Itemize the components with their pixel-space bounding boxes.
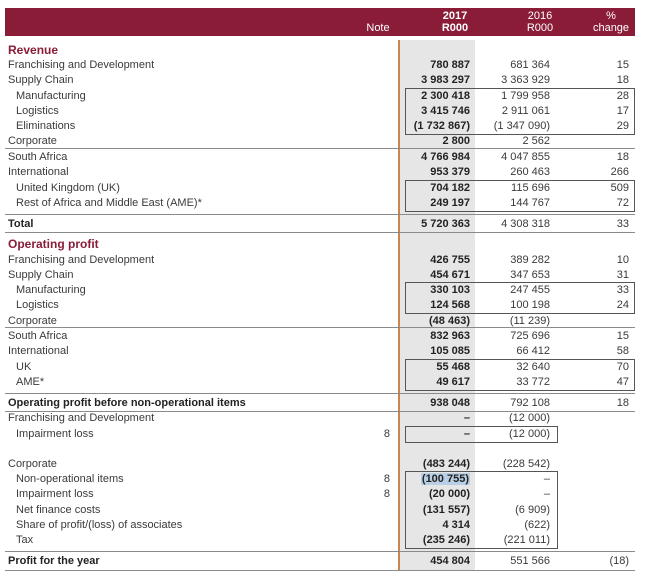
value-2017	[400, 554, 470, 569]
row-label: Supply Chain	[8, 74, 74, 86]
value-2017	[400, 58, 470, 73]
value-text: 2 300 418	[421, 90, 470, 102]
value-text: (235 246)	[422, 534, 470, 546]
note-ref: 8	[383, 488, 390, 500]
row-label: Share of profit/(loss) of associates	[16, 519, 183, 531]
value-2016: 247 455	[510, 284, 550, 296]
value-2016: 33 772	[516, 376, 550, 388]
value-2017	[400, 104, 470, 119]
table-row	[0, 237, 650, 252]
value-text: 780 887	[430, 59, 470, 71]
value-2016: (221 011)	[503, 534, 550, 546]
value-2017	[400, 253, 470, 268]
row-label: International	[8, 166, 69, 178]
percent-change: 29	[616, 120, 629, 132]
row-label: South Africa	[8, 151, 68, 163]
row-label: Corporate	[8, 458, 57, 470]
row-label: Supply Chain	[8, 269, 74, 281]
value-2017	[400, 268, 470, 283]
percent-change: 47	[616, 376, 629, 388]
value-2016: 66 412	[516, 345, 550, 357]
table-row	[0, 554, 650, 569]
separator-line	[5, 570, 635, 571]
value-2016: 347 653	[510, 269, 550, 281]
row-label: Profit for the year	[8, 555, 100, 567]
value-text: 4 766 984	[421, 151, 470, 163]
value-2016: (11 239)	[509, 315, 550, 327]
percent-change: 18	[616, 397, 629, 409]
value-2017	[400, 375, 470, 390]
value-text: 454 804	[430, 555, 470, 567]
row-label: UK	[16, 361, 32, 373]
table-row	[0, 150, 650, 165]
value-text: (131 557)	[422, 504, 470, 516]
value-2016: 4 308 318	[501, 218, 550, 230]
row-label: Franchising and Development	[8, 412, 155, 424]
value-2017	[400, 119, 470, 134]
value-2017	[400, 427, 470, 442]
year-2016-column-header: 2016 R000	[526, 10, 554, 34]
value-2016: 100 198	[510, 299, 550, 311]
percent-change: 509	[610, 182, 629, 194]
row-label: Manufacturing	[16, 90, 86, 102]
value-text: 704 182	[430, 182, 470, 194]
value-2017	[400, 503, 470, 518]
table-row	[0, 58, 650, 73]
row-label: Operating profit before non-operational items	[8, 397, 246, 409]
value-text: 5 720 363	[421, 218, 470, 230]
value-text: (483 244)	[422, 458, 470, 470]
table-row	[0, 396, 650, 411]
row-label: Corporate	[8, 135, 57, 147]
value-2016: 2 562	[522, 135, 550, 147]
value-2016: 4 047 855	[501, 151, 550, 163]
value-2016: 681 364	[510, 59, 550, 71]
value-2017	[400, 165, 470, 180]
table-row	[0, 73, 650, 88]
value-2016: 3 363 929	[501, 74, 550, 86]
table-row	[0, 43, 650, 58]
percent-change: 18	[616, 151, 629, 163]
note-ref: 8	[383, 473, 390, 485]
percent-change: 266	[610, 166, 629, 178]
value-2016: 32 640	[516, 361, 550, 373]
table-row	[0, 360, 650, 375]
value-text: 330 103	[430, 284, 470, 296]
table-row	[0, 134, 650, 149]
percent-change: 58	[616, 345, 629, 357]
separator-line	[5, 214, 635, 215]
value-text: –	[463, 428, 470, 440]
value-text: 953 379	[430, 166, 470, 178]
value-2016: 725 696	[510, 330, 550, 342]
value-text: 454 671	[430, 269, 470, 281]
value-2016: (12 000)	[509, 412, 550, 424]
change-column-header: % change	[592, 10, 630, 34]
value-text: 49 617	[436, 376, 470, 388]
value-text: 426 755	[430, 254, 470, 266]
value-2016: (6 909)	[515, 504, 550, 516]
percent-change: 18	[616, 74, 629, 86]
value-2017	[400, 73, 470, 88]
year-2017-column-header: 2017 R000	[441, 10, 469, 34]
separator-line	[5, 232, 635, 233]
value-text: 2 800	[442, 135, 470, 147]
table-row	[0, 181, 650, 196]
row-label: Net finance costs	[16, 504, 101, 516]
percent-change: 33	[616, 284, 629, 296]
table-row	[0, 503, 650, 518]
row-label: Eliminations	[16, 120, 76, 132]
value-2016: –	[543, 488, 550, 500]
table-row	[0, 457, 650, 472]
value-2016: 551 566	[510, 555, 550, 567]
value-2017	[400, 533, 470, 548]
value-text: 3 415 746	[421, 105, 470, 117]
selected-value[interactable]: (100 755)	[421, 473, 469, 485]
value-text: (20 000)	[429, 488, 470, 500]
value-text: 832 963	[430, 330, 470, 342]
row-label: Rest of Africa and Middle East (AME)*	[16, 197, 202, 209]
table-row	[0, 217, 650, 232]
value-2017	[400, 360, 470, 375]
percent-change: 10	[616, 254, 629, 266]
value-2017	[400, 181, 470, 196]
value-2016: 260 463	[510, 166, 550, 178]
row-label: Corporate	[8, 315, 57, 327]
table-row	[0, 518, 650, 533]
value-2017	[400, 344, 470, 359]
value-2017	[400, 150, 470, 165]
value-2017	[400, 411, 470, 426]
value-2016: 2 911 061	[501, 105, 550, 117]
percent-change: 15	[616, 59, 629, 71]
table-row	[0, 298, 650, 313]
table-row	[0, 283, 650, 298]
table-row	[0, 165, 650, 180]
row-label: Impairment loss	[16, 488, 94, 500]
table-row	[0, 411, 650, 426]
table-row	[0, 487, 650, 502]
table-header-bar	[5, 8, 635, 36]
value-2017	[400, 283, 470, 298]
separator-line	[5, 551, 635, 552]
value-2016: (622)	[524, 519, 550, 531]
row-label: Non-operational items	[16, 473, 124, 485]
table-row	[0, 268, 650, 283]
value-2016: 1 799 958	[501, 90, 550, 102]
table-row	[0, 375, 650, 390]
row-label: Impairment loss	[16, 428, 94, 440]
table-row	[0, 196, 650, 211]
value-2017	[400, 487, 470, 502]
value-2017	[400, 518, 470, 533]
table-row	[0, 472, 650, 487]
value-text: (1 732 867)	[413, 120, 470, 132]
row-label: International	[8, 345, 69, 357]
value-2016: (12 000)	[509, 428, 550, 440]
percent-change: 33	[616, 218, 629, 230]
separator-line	[5, 393, 635, 394]
percent-change: 15	[616, 330, 629, 342]
row-label: Operating profit	[8, 237, 99, 251]
row-label: AME*	[16, 376, 45, 388]
note-ref: 8	[383, 428, 390, 440]
value-2017	[400, 472, 470, 487]
value-2017	[400, 314, 470, 329]
value-2016: (1 347 090)	[493, 120, 550, 132]
value-text: 249 197	[430, 197, 470, 209]
value-2016: 144 767	[510, 197, 550, 209]
value-2017	[400, 89, 470, 104]
table-row	[0, 104, 650, 119]
value-2017	[400, 457, 470, 472]
value-text: 105 085	[430, 345, 470, 357]
percent-change: 72	[616, 197, 629, 209]
row-label: Revenue	[8, 43, 59, 57]
row-label: Franchising and Development	[8, 254, 155, 266]
row-label: Franchising and Development	[8, 59, 155, 71]
value-2017	[400, 329, 470, 344]
value-text: 124 568	[430, 299, 470, 311]
table-row	[0, 533, 650, 548]
value-2017	[400, 396, 470, 411]
value-text: 4 314	[442, 519, 470, 531]
percent-change: 31	[616, 269, 629, 281]
table-row	[0, 329, 650, 344]
row-label: Manufacturing	[16, 284, 86, 296]
value-2017	[400, 134, 470, 149]
value-text: 55 468	[436, 361, 470, 373]
table-row	[0, 89, 650, 104]
value-2016: 389 282	[510, 254, 550, 266]
percent-change: 24	[616, 299, 629, 311]
value-2017	[400, 298, 470, 313]
percent-change: (18)	[609, 555, 629, 567]
value-2017	[400, 217, 470, 232]
row-label: Tax	[16, 534, 34, 546]
row-label: South Africa	[8, 330, 68, 342]
table-row	[0, 253, 650, 268]
value-text: (48 463)	[429, 315, 470, 327]
value-text: 3 983 297	[421, 74, 470, 86]
row-label: Total	[8, 218, 34, 230]
row-label: United Kingdom (UK)	[16, 182, 120, 194]
percent-change: 17	[616, 105, 629, 117]
value-2016: –	[543, 473, 550, 485]
percent-change: 70	[616, 361, 629, 373]
table-row	[0, 344, 650, 359]
table-row	[0, 314, 650, 329]
value-text: –	[463, 412, 470, 424]
percent-change: 28	[616, 90, 629, 102]
row-label: Logistics	[16, 105, 59, 117]
row-label: Logistics	[16, 299, 59, 311]
table-row	[0, 427, 650, 442]
value-text: 938 048	[430, 397, 470, 409]
value-2017	[400, 196, 470, 211]
value-2016: 792 108	[510, 397, 550, 409]
note-column-header: Note	[366, 22, 390, 34]
table-row	[0, 119, 650, 134]
value-2016: (228 542)	[502, 458, 550, 470]
value-2016: 115 696	[511, 182, 550, 194]
